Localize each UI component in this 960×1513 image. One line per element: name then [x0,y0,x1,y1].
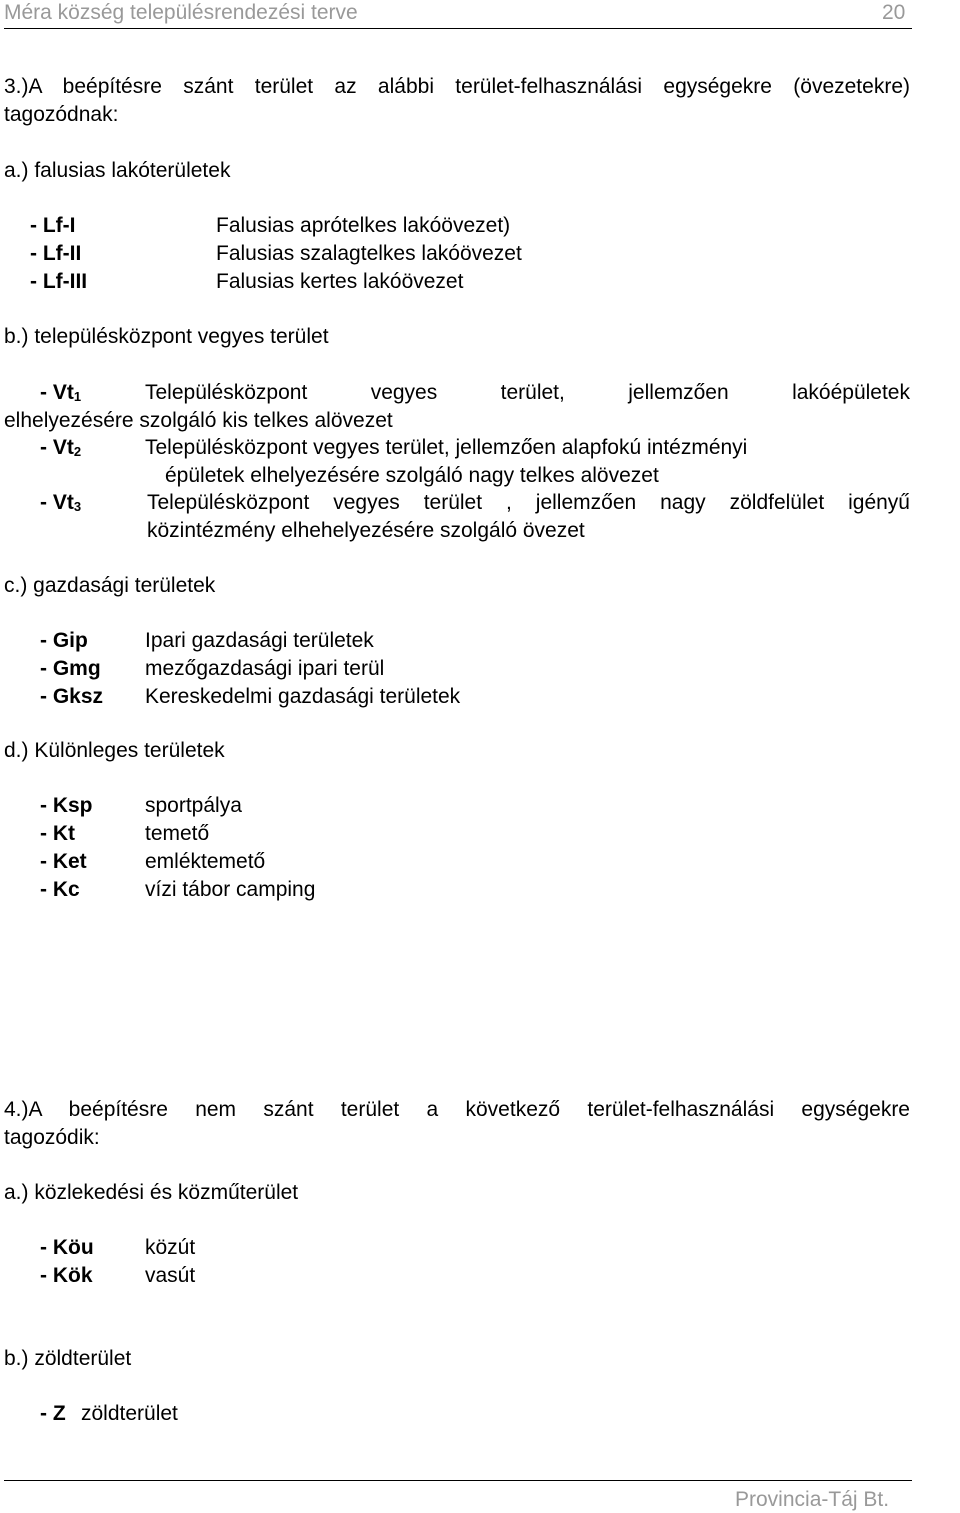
kt-desc: temető [145,822,210,845]
vt2-desc-line1: Településközpont vegyes terület, jellemzően alapfokú intézményi [145,436,748,459]
section4-intro-line1: 4.)A beépítésre nem szánt terület a következő terület-felhasználási egységekre [4,1098,910,1121]
lf3-desc: Falusias kertes lakóövezet [216,270,464,293]
gksz-code: - Gksz [40,685,104,708]
kok-desc: vasút [145,1264,196,1287]
gip-desc: Ipari gazdasági területek [145,629,374,652]
section4a-heading: a.) közlekedési és közműterület [4,1181,299,1204]
section4b-heading: b.) zöldterület [4,1347,132,1370]
vt1-code: - $Vt_1$ [40,381,82,404]
section3-intro-line2: tagozódnak: [4,103,119,126]
ket-desc: emléktemető [145,850,266,873]
section3a-heading: a.) falusias lakóterületek [4,159,231,182]
vt3-desc-line2: közintézmény elhehelyezésére szolgáló övezet [147,519,585,542]
lf1-code: - Lf-I [30,214,76,237]
section3d-heading: d.) Különleges területek [4,739,225,762]
ksp-code: - Ksp [40,794,93,817]
kc-code: - Kc [40,878,80,901]
lf2-desc: Falusias szalagtelkes lakóövezet [216,242,522,265]
vt1-desc-line1: Településközpont vegyes terület, jellemzően lakóépületek [145,381,910,404]
kc-desc: vízi tábor camping [145,878,316,901]
z-code: - Z [40,1402,66,1425]
kt-code: - Kt [40,822,75,845]
section3b-heading: b.) településközpont vegyes terület [4,325,329,348]
ksp-desc: sportpálya [145,794,242,817]
gip-code: - Gip [40,629,88,652]
kok-code: - Kök [40,1264,93,1287]
section3-intro-line1: 3.)A beépítésre szánt terület az alábbi terület-felhasználási egységekre (övezetekre) [4,75,910,98]
page-number: 20 [882,1,906,24]
footer-rule [4,1480,912,1481]
lf2-code: - Lf-II [30,242,82,265]
vt1-desc-line2: elhelyezésére szolgáló kis telkes alövezet [4,409,393,432]
kou-desc: közút [145,1236,196,1259]
z-desc: zöldterület [81,1402,178,1425]
gmg-desc: mezőgazdasági ipari terül [145,657,385,680]
lf1-desc: Falusias aprótelkes lakóövezet) [216,214,511,237]
vt2-code: - $Vt_2$ [40,436,82,459]
lf3-code: - Lf-III [30,270,88,293]
vt2-desc-line2: épületek elhelyezésére szolgáló nagy telkes alövezet [165,464,659,487]
vt3-code: - $Vt_3$ [40,491,82,514]
vt3-desc-line1: Településközpont vegyes terület , jellemzően nagy zöldfelület igényű [147,491,910,514]
kou-code: - Köu [40,1236,94,1259]
page-header-title: Méra község településrendezési terve [4,1,358,24]
gksz-desc: Kereskedelmi gazdasági területek [145,685,461,708]
section4-intro-line2: tagozódik: [4,1126,100,1149]
gmg-code: - Gmg [40,657,101,680]
footer-company: Provincia-Táj Bt. [735,1488,890,1511]
ket-code: - Ket [40,850,87,873]
header-rule [4,28,912,29]
section3c-heading: c.) gazdasági területek [4,574,216,597]
